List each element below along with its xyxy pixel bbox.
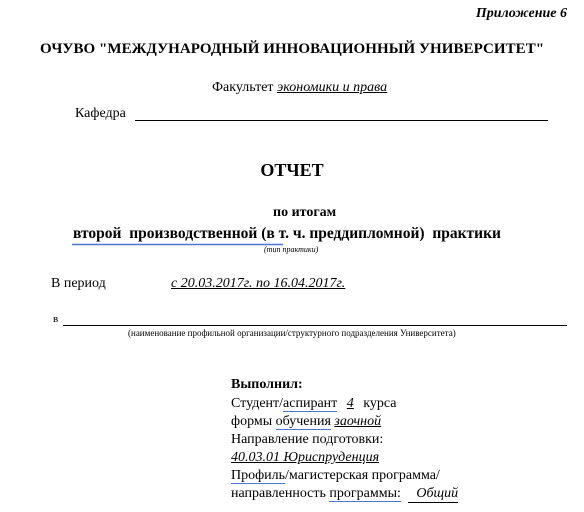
direction-value: 40.03.01 Юриспруденция bbox=[231, 450, 380, 465]
performer-heading: Выполнил: bbox=[231, 377, 303, 392]
organization-blank-line bbox=[63, 325, 567, 326]
focus-value: Общий bbox=[408, 486, 458, 503]
profile-row bbox=[231, 468, 440, 484]
faculty-value: экономики и права bbox=[277, 80, 388, 95]
student-course-row bbox=[231, 396, 397, 412]
practice-type-hint: (тип практики) bbox=[264, 245, 319, 254]
focus-program-word: программы: bbox=[329, 486, 401, 501]
faculty-row bbox=[212, 80, 387, 96]
direction-label: Направление подготовки: bbox=[231, 432, 384, 447]
report-title: ОТЧЕТ bbox=[260, 160, 324, 180]
focus-row bbox=[231, 486, 458, 503]
course-word: курса bbox=[363, 396, 397, 411]
practice-type: второй производственной (в т. ч. преддипломной) практики bbox=[73, 225, 501, 242]
department-blank-line bbox=[135, 120, 548, 121]
organization-prefix: в bbox=[53, 313, 59, 325]
student-label: Студент/ bbox=[231, 396, 284, 411]
study-form-value: заочной bbox=[334, 414, 382, 429]
profile-word: Профиль bbox=[231, 468, 286, 483]
university-name: ОЧУВО "МЕЖДУНАРОДНЫЙ ИННОВАЦИОННЫЙ УНИВЕРСИТЕТ" bbox=[40, 41, 545, 57]
focus-label: направленность bbox=[231, 486, 326, 501]
period-label: В период bbox=[51, 276, 106, 291]
organization-hint: (наименование профильной организации/структурного подразделения Университета) bbox=[128, 328, 456, 338]
practice-type-spellcheck-underline bbox=[72, 243, 283, 246]
aspirant-label: аспирант bbox=[283, 396, 338, 411]
period-value: с 20.03.2017г. по 16.04.2017г. bbox=[171, 276, 346, 291]
appendix-label: Приложение 6 bbox=[475, 6, 567, 21]
course-number: 4 bbox=[346, 396, 354, 411]
study-form-label: формы bbox=[231, 414, 273, 429]
study-form-row bbox=[231, 414, 381, 430]
profile-rest: /магистерская программа/ bbox=[285, 468, 440, 483]
department-label: Кафедра bbox=[75, 106, 126, 121]
report-subtitle: по итогам bbox=[273, 205, 337, 220]
faculty-label: Факультет bbox=[212, 80, 274, 95]
study-form-word: обучения bbox=[275, 414, 331, 429]
